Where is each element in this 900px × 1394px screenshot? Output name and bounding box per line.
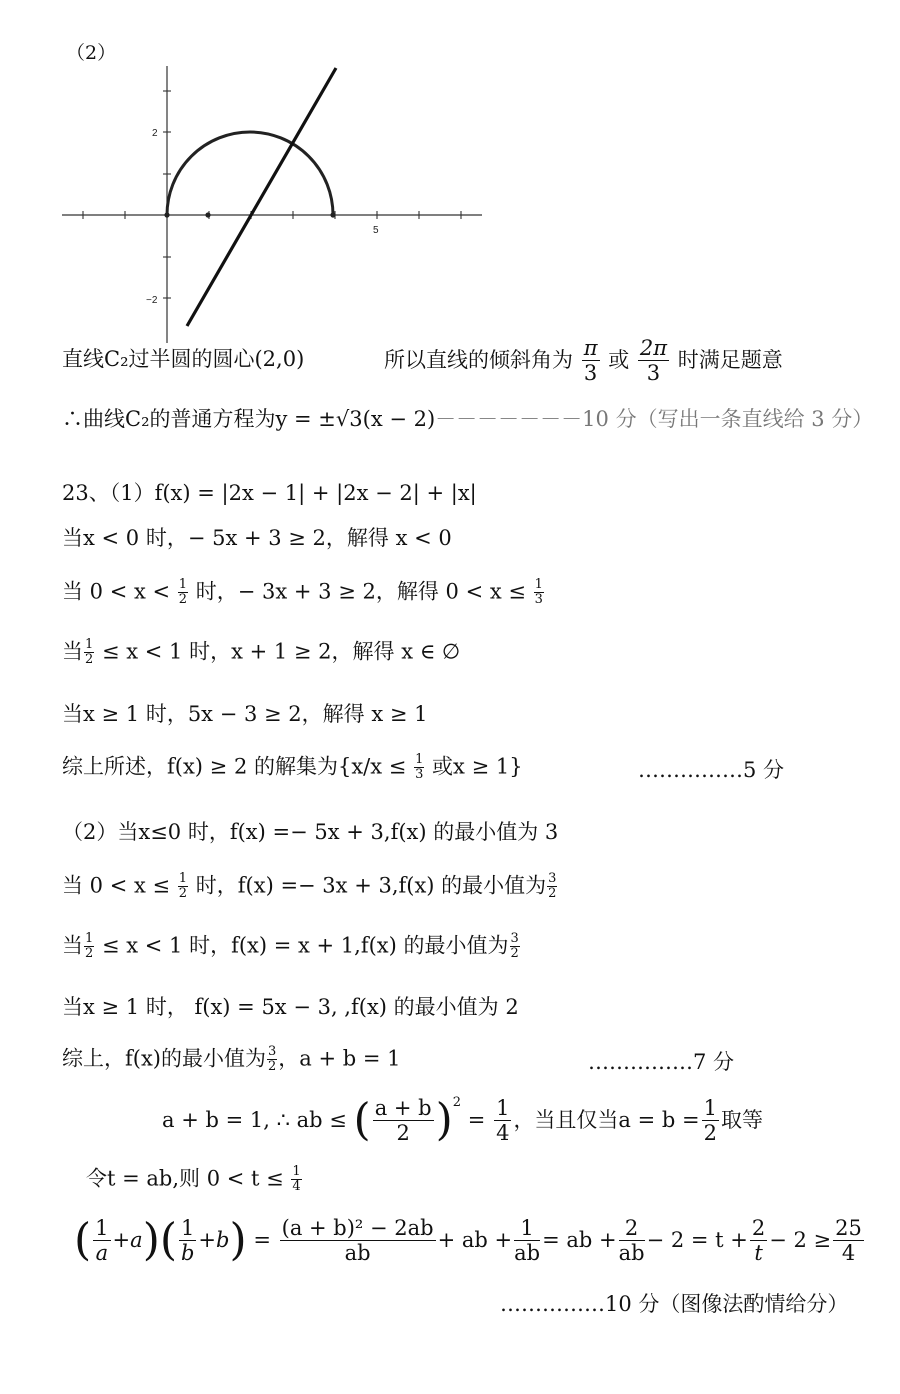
case-1: 当x < 0 时，− 5x + 3 ≥ 2，解得 x < 0 [62, 526, 452, 550]
tick-label-y-2: 2 [152, 128, 158, 139]
quarter-den: 4 [496, 1121, 510, 1146]
sum-b: 或x ≥ 1} [432, 754, 523, 779]
inv-ab-num: 1 [514, 1216, 540, 1241]
p3-a: 当 [62, 933, 83, 958]
inequality-line: a + b = 1, ∴ ab ≤ ( $\frac{a + b}{2}$ )$^2$ = $\frac{1}{4}$ ，当且仅当a = b = $\frac{1}{2}$ 取等 [162, 1094, 763, 1146]
frac-num: 1 [415, 752, 424, 767]
graph-semicircle-line [58, 58, 498, 348]
frac-den: 2 [510, 945, 519, 961]
two-t-num: 2 [751, 1216, 766, 1240]
quarter-num: 1 [496, 1096, 510, 1120]
semicircle-curve [167, 132, 333, 215]
part2-summary [62, 1045, 401, 1073]
big-den: ab [344, 1241, 371, 1266]
frac-den: 2 [178, 885, 188, 901]
p5-a: 综上，f(x)的最小值为 [62, 1046, 267, 1071]
var-a: a [130, 1228, 143, 1253]
incline-angle-text [384, 336, 783, 385]
semicircle-endpoint-left [164, 212, 169, 217]
frac2-num: 2π [639, 336, 668, 360]
score-10-note: －－－－－－－10 分（写出一条直线给 3 分） [435, 407, 874, 431]
frac1-den: 3 [583, 361, 598, 386]
part2-case-3 [62, 932, 521, 960]
p2-b: 时，f(x) =− 3x + 3,f(x) 的最小值为 [195, 873, 547, 898]
final-expression: ( $\frac{1}{a}$ +a)( $\frac{1}{b}$ +b) = $\frac{\text{(a + b)² − 2ab}}{ab}$ + ab + $\frac{1}{ab}$ = ab + $\frac{2}{ab}$ − 2 = t + $\frac{2}{t}$ − 2 ≥ $\frac{25}{4}$ [74, 1214, 862, 1266]
inv-ab-den: ab [514, 1241, 541, 1266]
point-marker [205, 212, 210, 217]
inv-a-den: a [95, 1241, 109, 1266]
frac-num: 1 [85, 637, 94, 652]
score-7: ……………7 分 [588, 1050, 735, 1074]
frac-den: 2 [85, 651, 94, 667]
part2-label: （2） [66, 42, 117, 64]
result-den: 4 [841, 1241, 856, 1266]
tick-label-y-neg2: −2 [146, 295, 158, 306]
frac-num: 1 [178, 577, 188, 592]
inv-b-num: 1 [181, 1216, 195, 1240]
half-num: 1 [703, 1096, 717, 1120]
line1-right-a: 所以直线的倾斜角为 [384, 348, 573, 373]
score-5: ……………5 分 [638, 758, 785, 782]
half-den: 2 [703, 1121, 717, 1146]
p2-a: 当 0 < x ≤ [62, 873, 171, 898]
line2-main: ∴曲线C₂的普通方程为y = ±√3(x − 2) [62, 407, 436, 431]
two-ab-den: ab [618, 1241, 645, 1266]
case-2 [62, 578, 545, 606]
final-m3: − 2 ≥ [769, 1228, 832, 1253]
final-mid: + ab + [437, 1228, 513, 1253]
p5-b: ，a + b = 1 [278, 1046, 401, 1071]
q23-title: 23、（1）f(x) = |2x − 1| + |2x − 2| + |x| [62, 481, 477, 505]
or-text: 或 [608, 348, 630, 373]
ineq-den: 2 [396, 1121, 410, 1146]
frac-num: 1 [292, 1164, 301, 1179]
ineq-e: ，当且仅当a = b = [513, 1108, 700, 1133]
let-a: 令t = ab,则 0 < t ≤ [86, 1166, 284, 1191]
frac-num: 1 [85, 931, 94, 946]
ineq-num: a + b [374, 1096, 432, 1120]
frac-den: 4 [292, 1178, 301, 1194]
big-num: (a + b)² − 2ab [281, 1216, 434, 1240]
line1-right-b: 时满足题意 [677, 348, 783, 373]
inv-a-num: 1 [95, 1216, 109, 1240]
case3-a: 当 [62, 639, 83, 664]
case3-b: ≤ x < 1 时，x + 1 ≥ 2，解得 x ∈ ∅ [101, 639, 461, 664]
final-m2: − 2 = t + [646, 1228, 748, 1253]
p3-b: ≤ x < 1 时，f(x) = x + 1,f(x) 的最小值为 [101, 933, 509, 958]
line1-left: 直线C₂过半圆的圆心(2,0) [62, 347, 305, 371]
let-t-line [86, 1165, 303, 1193]
frac-den: 2 [178, 591, 188, 607]
part2-case-1: （2）当x≤0 时，f(x) =− 5x + 3,f(x) 的最小值为 3 [62, 820, 559, 844]
ineq-eq: = [467, 1108, 486, 1133]
frac-num: 1 [534, 577, 543, 592]
two-ab-num: 2 [619, 1216, 645, 1241]
case-4: 当x ≥ 1 时，5x − 3 ≥ 2，解得 x ≥ 1 [62, 702, 428, 726]
frac-num: 3 [510, 931, 519, 946]
line-c2-center-text [62, 349, 304, 370]
ineq-a: a + b = 1, ∴ ab ≤ [162, 1108, 347, 1133]
square-exp: 2 [452, 1095, 462, 1110]
frac-den: 2 [85, 945, 94, 961]
line-c2 [187, 68, 336, 326]
case2-a: 当 0 < x < [62, 579, 171, 604]
frac-den: 3 [415, 766, 424, 782]
ineq-f: 取等 [721, 1108, 763, 1133]
general-equation [62, 409, 873, 430]
var-b: b [216, 1228, 230, 1253]
result-num: 25 [835, 1216, 862, 1240]
frac-num: 1 [178, 871, 188, 886]
frac1-num: π [583, 336, 598, 360]
case2-b: 时，− 3x + 3 ≥ 2，解得 0 < x ≤ [195, 579, 526, 604]
part2-case-2 [62, 872, 558, 900]
frac-den: 3 [534, 591, 543, 607]
final-eq2: = ab + [542, 1228, 617, 1253]
frac-num: 3 [268, 1044, 277, 1059]
two-t-den: t [754, 1241, 763, 1266]
case-3 [62, 638, 460, 666]
summary-1 [62, 753, 523, 781]
sum-a: 综上所述，f(x) ≥ 2 的解集为{x/x ≤ [62, 754, 407, 779]
score-10: ……………10 分（图像法酌情给分） [500, 1292, 849, 1316]
tick-label-x-5: 5 [373, 225, 379, 236]
frac-num: 3 [548, 871, 557, 886]
semicircle-endpoint-right [330, 212, 335, 217]
frac2-den: 3 [646, 361, 661, 386]
part2-case-4: 当x ≥ 1 时， f(x) = 5x − 3, ,f(x) 的最小值为 2 [62, 995, 519, 1019]
inv-b-den: b [180, 1241, 195, 1266]
frac-den: 2 [268, 1058, 277, 1074]
frac-den: 2 [548, 885, 557, 901]
